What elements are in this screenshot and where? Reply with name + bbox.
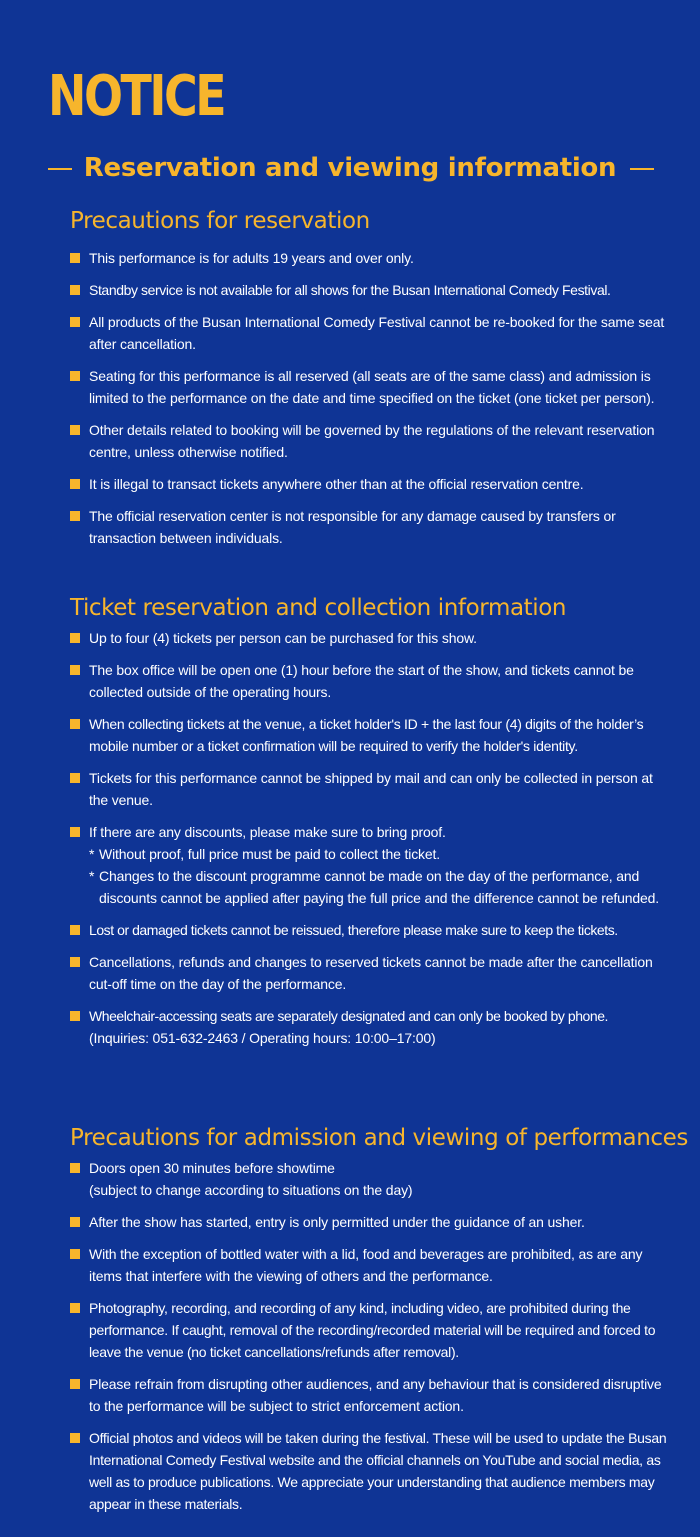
footnote-text: Changes to the discount programme cannot be made on the day of the performance, and discounts cannot be applied after paying the full price and the difference cannot be refunded. [99,868,660,906]
section-title: Precautions for admission and viewing of performances [70,1125,688,1151]
footnote-text: Without proof, full price must be paid to collect the ticket. [99,846,441,862]
item-text: Photography, recording, and recording of any kind, including video, are prohibited during the performance. If caught, removal of the recording/recorded material will be required and forced to leave the venue (no ticket cancellations/refunds after removal). [89,1300,656,1360]
square-bullet-icon [70,253,80,263]
list-item [70,951,670,995]
footnote [89,865,670,909]
square-bullet-icon [70,1249,80,1259]
square-bullet-icon [70,1433,80,1443]
square-bullet-icon [70,773,80,783]
square-bullet-icon [70,479,80,489]
list-item [70,473,670,495]
list-item [70,1243,670,1287]
square-bullet-icon [70,425,80,435]
square-bullet-icon [70,1217,80,1227]
list-item [70,821,670,909]
item-text: The box office will be open one (1) hour before the start of the show, and tickets cannot be collected outside of the operating hours. [89,662,634,700]
list-item [70,767,670,811]
square-bullet-icon [70,665,80,675]
item-text: After the show has started, entry is only permitted under the guidance of an usher. [89,1214,585,1230]
section-ticket-collection [70,593,670,1059]
square-bullet-icon [70,957,80,967]
asterisk-icon: * [89,868,95,884]
square-bullet-icon [70,633,80,643]
item-list [70,627,670,1049]
notice-title: NOTICE [48,64,225,129]
list-item [70,365,670,409]
section-title: Ticket reservation and collection information [70,595,567,621]
square-bullet-icon [70,827,80,837]
subheading [0,148,700,188]
list-item [70,279,670,301]
item-text: Lost or damaged tickets cannot be reissued, therefore please make sure to keep the tickets. [89,922,618,938]
item-text: Up to four (4) tickets per person can be purchased for this show. [89,630,477,646]
item-text-line2: (Inquiries: 051-632-2463 / Operating hours: 10:00–17:00) [89,1030,436,1046]
item-text: With the exception of bottled water with a lid, food and beverages are prohibited, as are any items that interfere with the viewing of others and the performance. [89,1246,643,1284]
item-text: When collecting tickets at the venue, a ticket holder's ID + the last four (4) digits of the holder’s mobile number or a ticket confirmation will be required to verify the holder's identity. [89,716,644,754]
item-text: Please refrain from disrupting other audiences, and any behaviour that is considered disruptive to the performance will be subject to strict enforcement action. [89,1376,662,1414]
item-text: Wheelchair-accessing seats are separately designated and can only be booked by phone. [89,1008,608,1024]
section-admission-viewing [70,1123,688,1525]
item-text: If there are any discounts, please make sure to bring proof. [89,824,446,840]
list-item [70,505,670,549]
square-bullet-icon [70,511,80,521]
footnote [89,843,670,865]
item-text: This performance is for adults 19 years and over only. [89,250,414,266]
section-reservation-precautions [70,206,670,559]
square-bullet-icon [70,371,80,381]
square-bullet-icon [70,285,80,295]
list-item [70,419,670,463]
subheading-text: Reservation and viewing information [83,153,617,183]
item-text: Seating for this performance is all reserved (all seats are of the same class) and admission is limited to the performance on the date and time specified on the ticket (one ticket per person). [89,368,655,406]
square-bullet-icon [70,1011,80,1021]
square-bullet-icon [70,1163,80,1173]
list-item [70,1005,670,1049]
list-item [70,311,670,355]
item-text: Official photos and videos will be taken during the festival. These will be used to update the Busan International Comedy Festival website and the official channels on YouTube and social media, as well as to produce publications. We appreciate your understanding that audience members may appear in these materials. [89,1430,667,1512]
list-item [70,1211,670,1233]
square-bullet-icon [70,925,80,935]
square-bullet-icon [70,719,80,729]
item-text: All products of the Busan International Comedy Festival cannot be re-booked for the same seat after cancellation. [89,314,665,352]
list-item [70,627,670,649]
item-list [70,247,670,549]
asterisk-icon: * [89,846,95,862]
list-item [70,713,670,757]
item-list [70,1157,670,1515]
square-bullet-icon [70,1303,80,1313]
list-item [70,247,670,269]
item-text: Doors open 30 minutes before showtime [89,1160,335,1176]
item-text: Standby service is not available for all shows for the Busan International Comedy Festival. [89,282,611,298]
section-title: Precautions for reservation [70,208,370,234]
square-bullet-icon [70,1379,80,1389]
item-text: Tickets for this performance cannot be shipped by mail and can only be collected in person at the venue. [89,770,653,808]
list-item [70,1427,670,1515]
item-text: It is illegal to transact tickets anywhere other than at the official reservation centre. [89,476,584,492]
list-item [70,919,670,941]
subheading-right-dash [630,168,654,170]
list-item [70,1157,670,1201]
list-item [70,659,670,703]
item-text: Other details related to booking will be governed by the regulations of the relevant reservation centre, unless otherwise notified. [89,422,655,460]
square-bullet-icon [70,317,80,327]
item-text-line2: (subject to change according to situations on the day) [89,1182,413,1198]
list-item [70,1297,670,1363]
list-item [70,1373,670,1417]
item-text: The official reservation center is not responsible for any damage caused by transfers or transaction between individuals. [89,508,616,546]
item-text: Cancellations, refunds and changes to reserved tickets cannot be made after the cancellation cut-off time on the day of the performance. [89,954,653,992]
